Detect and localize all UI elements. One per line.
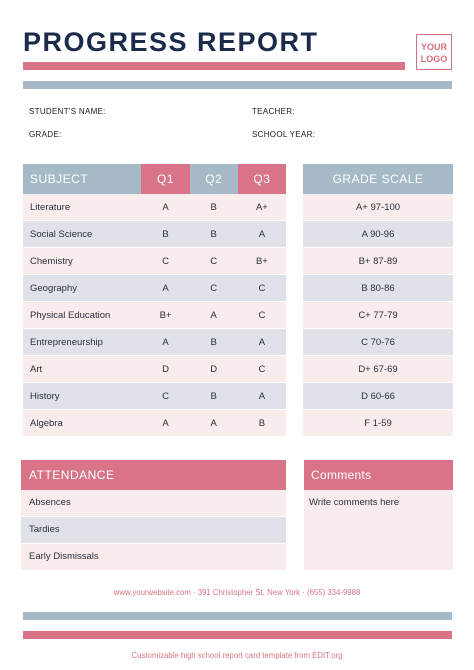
subject-cell: Algebra <box>23 410 141 437</box>
comments-box[interactable] <box>304 490 453 570</box>
subject-cell: Art <box>23 356 141 383</box>
grade-cell-q3: C <box>238 275 286 302</box>
list-item <box>303 275 453 302</box>
table-row <box>23 248 286 275</box>
subject-cell: Entrepreneurship <box>23 329 141 356</box>
grade-cell-q1: A <box>141 194 189 221</box>
grade-cell-q2: D <box>190 356 238 383</box>
table-row <box>23 275 286 302</box>
subject-cell: Chemistry <box>23 248 141 275</box>
grade-scale-entry: C 70-76 <box>303 329 453 356</box>
comments-placeholder: Write comments here <box>309 497 400 508</box>
logo-placeholder <box>416 34 452 70</box>
footer-divider-pink <box>23 631 452 639</box>
grade-scale-entry: B 80-86 <box>303 275 453 302</box>
grade-cell-q1: B <box>141 221 189 248</box>
subject-cell: Physical Education <box>23 302 141 329</box>
footer-divider-blue <box>23 612 452 620</box>
grade-cell-q3: A <box>238 221 286 248</box>
grade-label: GRADE: <box>29 130 62 139</box>
list-item <box>303 329 453 356</box>
attendance-row-absences: Absences <box>21 490 286 516</box>
grade-cell-q2: B <box>190 329 238 356</box>
grade-cell-q1: A <box>141 275 189 302</box>
grade-cell-q3: A <box>238 383 286 410</box>
grade-cell-q3: C <box>238 302 286 329</box>
table-row <box>23 410 286 437</box>
table-row <box>23 302 286 329</box>
subject-cell: Literature <box>23 194 141 221</box>
grades-table <box>23 164 286 437</box>
grade-scale-entry: A+ 97-100 <box>303 194 453 221</box>
header-divider-blue <box>23 81 452 89</box>
grade-cell-q2: B <box>190 221 238 248</box>
header-divider-pink <box>23 62 405 70</box>
contact-line: www.yourwebsite.com · 391 Christopher St, New York · (655) 334-9988 <box>113 588 361 597</box>
grade-scale-table <box>303 164 453 437</box>
list-item <box>303 194 453 221</box>
grade-cell-q1: B+ <box>141 302 189 329</box>
subject-cell: History <box>23 383 141 410</box>
grade-cell-q3: A <box>238 329 286 356</box>
grade-scale-entry: A 90-96 <box>303 221 453 248</box>
table-row <box>23 383 286 410</box>
grade-cell-q3: B+ <box>238 248 286 275</box>
grade-scale-header: GRADE SCALE <box>303 164 453 194</box>
grade-scale-entry: D 60-66 <box>303 383 453 410</box>
list-item <box>303 356 453 383</box>
list-item <box>303 383 453 410</box>
q2-column-header: Q2 <box>190 164 238 194</box>
student-name-label: STUDENT'S NAME: <box>29 107 106 116</box>
attendance-header: ATTENDANCE <box>21 460 286 490</box>
grade-cell-q2: B <box>190 383 238 410</box>
teacher-label: TEACHER: <box>252 107 295 116</box>
grade-cell-q2: A <box>190 410 238 437</box>
grade-cell-q2: C <box>190 248 238 275</box>
table-row <box>23 356 286 383</box>
table-row <box>23 329 286 356</box>
grade-scale-entry: D+ 67-69 <box>303 356 453 383</box>
logo-line-1: YOUR <box>420 42 447 52</box>
grade-cell-q3: B <box>238 410 286 437</box>
grade-cell-q2: C <box>190 275 238 302</box>
attendance-row-tardies: Tardies <box>21 517 286 543</box>
q1-column-header: Q1 <box>141 164 189 194</box>
subject-cell: Social Science <box>23 221 141 248</box>
school-year-label: SCHOOL YEAR: <box>252 130 316 139</box>
grade-cell-q3: C <box>238 356 286 383</box>
list-item <box>303 248 453 275</box>
grade-scale-entry: B+ 87-89 <box>303 248 453 275</box>
grade-cell-q2: A <box>190 302 238 329</box>
table-row <box>23 221 286 248</box>
page-title: PROGRESS REPORT <box>23 27 319 57</box>
template-credit: Customizable high school report card template from EDIT.org <box>131 651 343 660</box>
list-item <box>303 410 453 437</box>
grade-cell-q1: C <box>141 248 189 275</box>
grade-cell-q1: C <box>141 383 189 410</box>
grade-cell-q3: A+ <box>238 194 286 221</box>
attendance-row-early-dismissals: Early Dismissals <box>21 544 286 570</box>
grade-cell-q1: A <box>141 329 189 356</box>
logo-line-2: LOGO <box>420 54 448 64</box>
subject-column-header: SUBJECT <box>23 164 141 194</box>
grade-scale-entry: C+ 77-79 <box>303 302 453 329</box>
grade-cell-q1: D <box>141 356 189 383</box>
comments-header: Comments <box>304 460 453 490</box>
list-item <box>303 302 453 329</box>
grade-scale-entry: F 1-59 <box>303 410 453 437</box>
subject-cell: Geography <box>23 275 141 302</box>
grade-cell-q1: A <box>141 410 189 437</box>
q3-column-header: Q3 <box>238 164 286 194</box>
grade-cell-q2: B <box>190 194 238 221</box>
list-item <box>303 221 453 248</box>
table-row <box>23 194 286 221</box>
